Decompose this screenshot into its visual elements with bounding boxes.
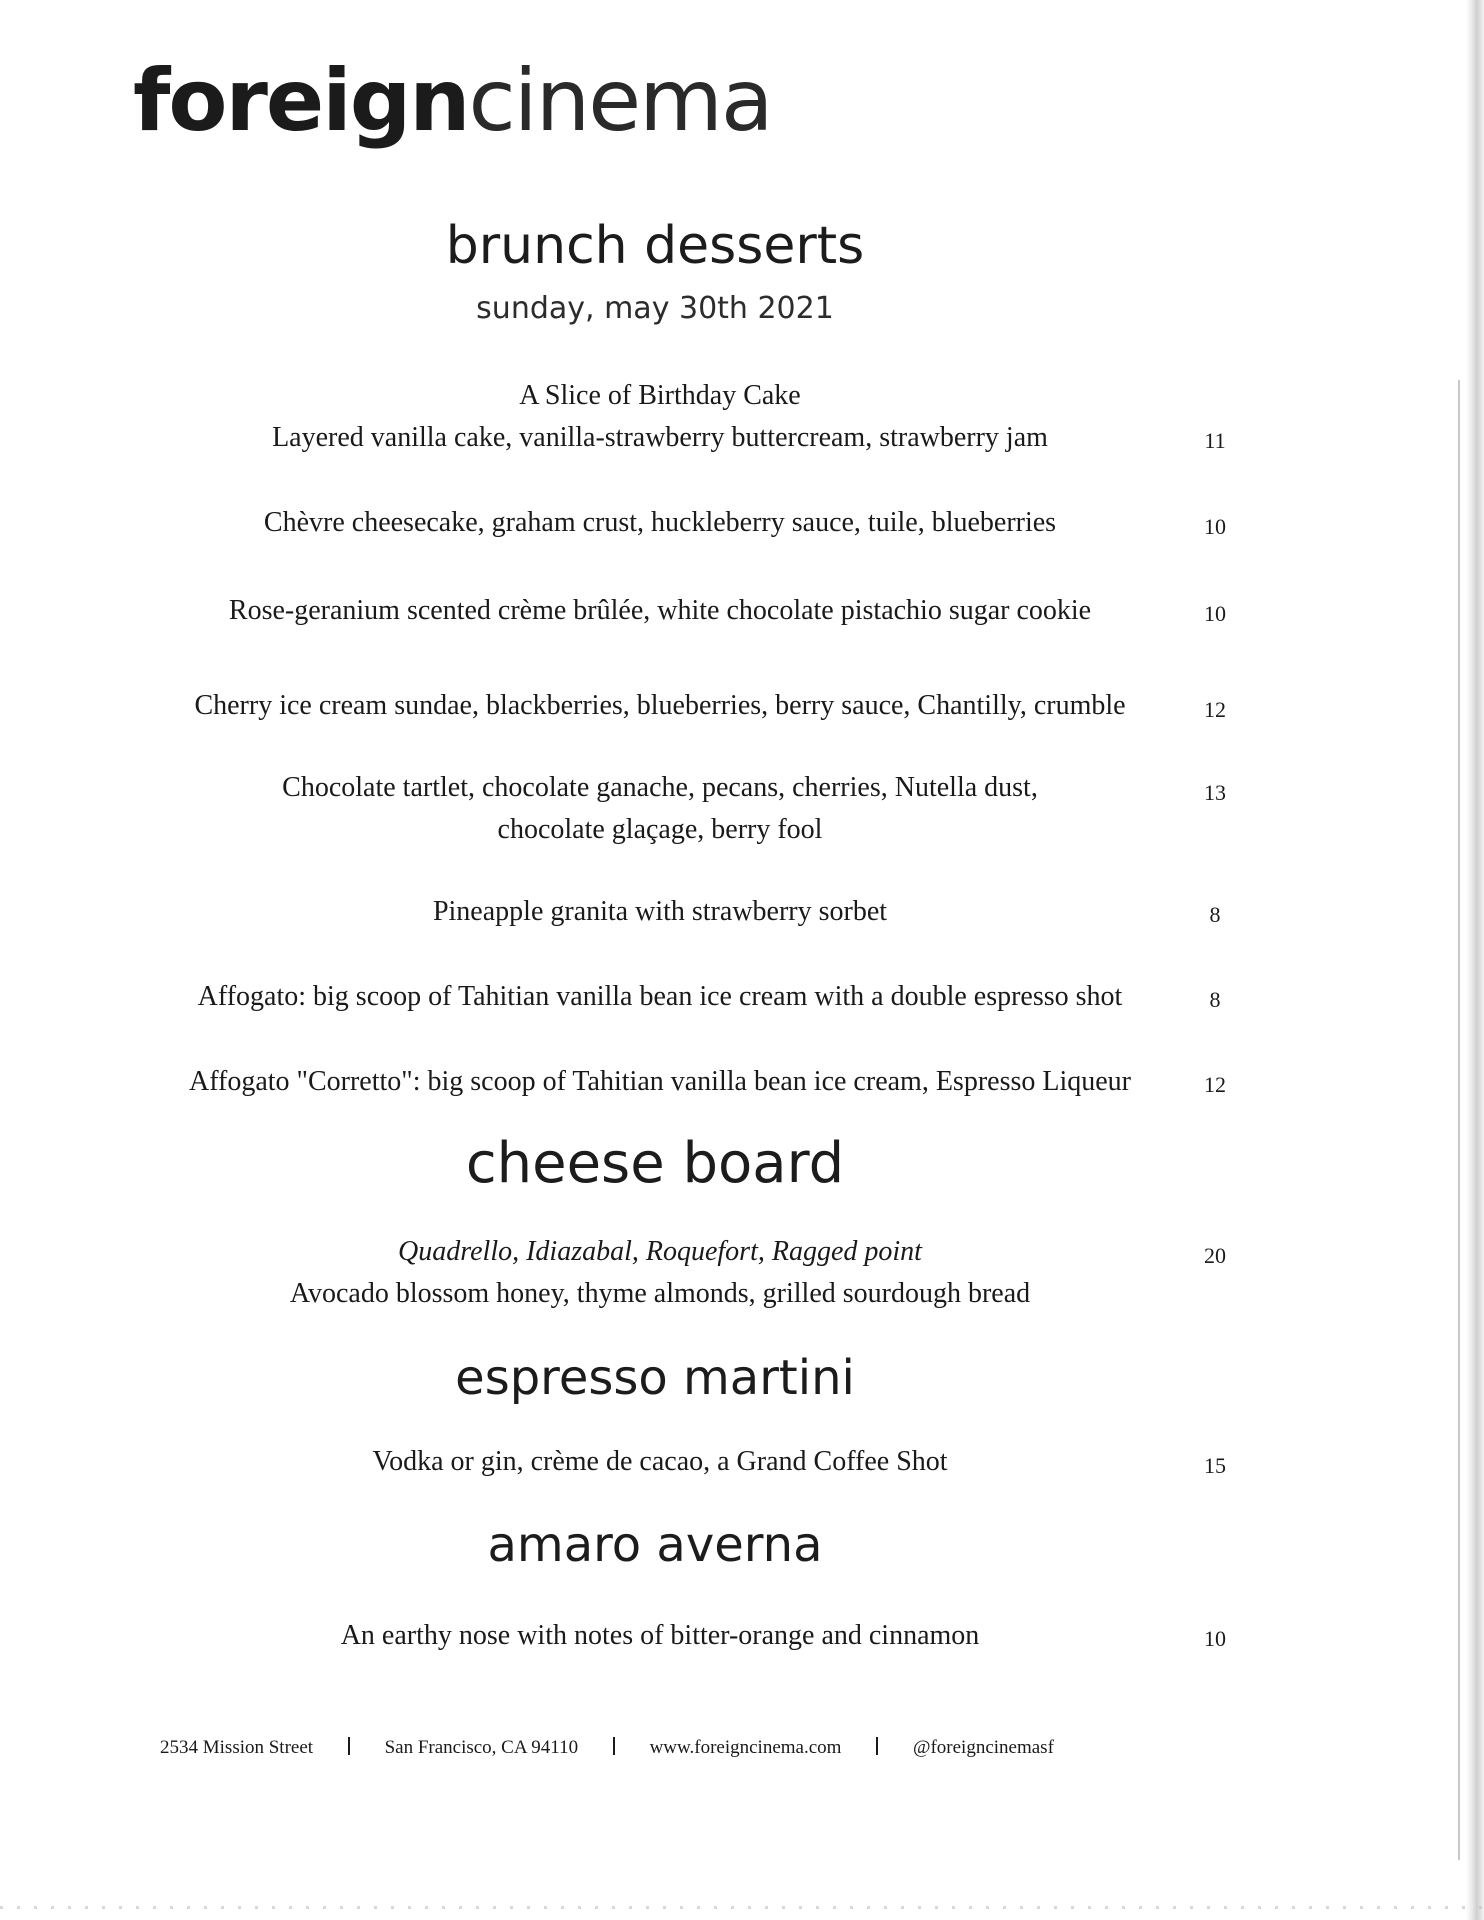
menu-date: sunday, may 30th 2021 (476, 291, 834, 326)
footer-divider (348, 1737, 350, 1755)
footer-social-handle: @foreigncinemasf (912, 1737, 1054, 1758)
menu-title: brunch desserts (445, 216, 865, 276)
dessert-name: A Slice of Birthday Cake (519, 380, 801, 411)
dessert-price: 8 (1209, 902, 1221, 927)
dessert-price: 12 (1204, 1072, 1226, 1097)
amaro-averna-description: An earthy nose with notes of bitter-orange and cinnamon (340, 1620, 980, 1651)
dessert-item (130, 767, 1190, 851)
dessert-description: Pineapple granita with strawberry sorbet (432, 896, 888, 927)
dessert-item (130, 502, 1190, 544)
cheese-accompaniments: Avocado blossom honey, thyme almonds, grilled sourdough bread (289, 1278, 1031, 1309)
dessert-item (130, 976, 1190, 1018)
dessert-item (130, 590, 1190, 632)
dessert-price: 10 (1204, 514, 1226, 539)
dessert-description: Chèvre cheesecake, graham crust, huckleberry sauce, tuile, blueberries (263, 507, 1057, 538)
dessert-item (130, 375, 1190, 459)
scan-bottom-specks (0, 1906, 1484, 1909)
dessert-price: 10 (1204, 601, 1226, 626)
dessert-description: Rose-geranium scented crème brûlée, white chocolate pistachio sugar cookie (228, 595, 1092, 626)
amaro-averna-price: 10 (1204, 1626, 1226, 1651)
footer-divider (613, 1737, 615, 1755)
dessert-description: Affogato "Corretto": big scoop of Tahitian vanilla bean ice cream, Espresso Liqueur (188, 1066, 1132, 1097)
cheese-board-item (130, 1231, 1190, 1315)
dessert-price: 11 (1204, 428, 1226, 453)
dessert-item (130, 1061, 1190, 1103)
dessert-description: Layered vanilla cake, vanilla-strawberry buttercream, strawberry jam (272, 422, 1048, 453)
dessert-price: 8 (1209, 987, 1221, 1012)
restaurant-logo (133, 51, 772, 151)
espresso-martini-item (130, 1441, 1190, 1483)
footer-city: San Francisco, CA 94110 (384, 1737, 579, 1758)
espresso-martini-price: 15 (1204, 1453, 1226, 1478)
amaro-averna-item (130, 1615, 1190, 1657)
dessert-price: 12 (1204, 697, 1226, 722)
amaro-averna-title: amaro averna (487, 1517, 823, 1573)
cheese-board-title: cheese board (465, 1131, 845, 1196)
cheese-list: Quadrello, Idiazabal, Roquefort, Ragged point (398, 1236, 922, 1267)
footer (160, 1737, 1054, 1759)
dessert-item (130, 891, 1190, 933)
dessert-description: Affogato: big scoop of Tahitian vanilla bean ice cream with a double espresso shot (197, 981, 1123, 1012)
dessert-item (130, 685, 1190, 727)
dessert-price: 13 (1204, 780, 1226, 805)
footer-website: www.foreigncinema.com (649, 1737, 842, 1758)
cheese-board-price: 20 (1204, 1243, 1226, 1268)
dessert-description: Chocolate tartlet, chocolate ganache, pecans, cherries, Nutella dust, (282, 772, 1038, 803)
scan-edge-rule (1458, 380, 1460, 1860)
scan-edge-shadow (1466, 0, 1484, 1920)
footer-divider (876, 1737, 878, 1755)
logo-bold-part: foreign (133, 51, 469, 151)
logo-light-part: cinema (468, 51, 772, 151)
dessert-description: Cherry ice cream sundae, blackberries, blueberries, berry sauce, Chantilly, crumble (194, 690, 1126, 721)
espresso-martini-description: Vodka or gin, crème de cacao, a Grand Coffee Shot (372, 1446, 948, 1477)
dessert-description: chocolate glaçage, berry fool (497, 814, 823, 845)
espresso-martini-title: espresso martini (455, 1350, 855, 1406)
footer-address: 2534 Mission Street (160, 1737, 314, 1758)
